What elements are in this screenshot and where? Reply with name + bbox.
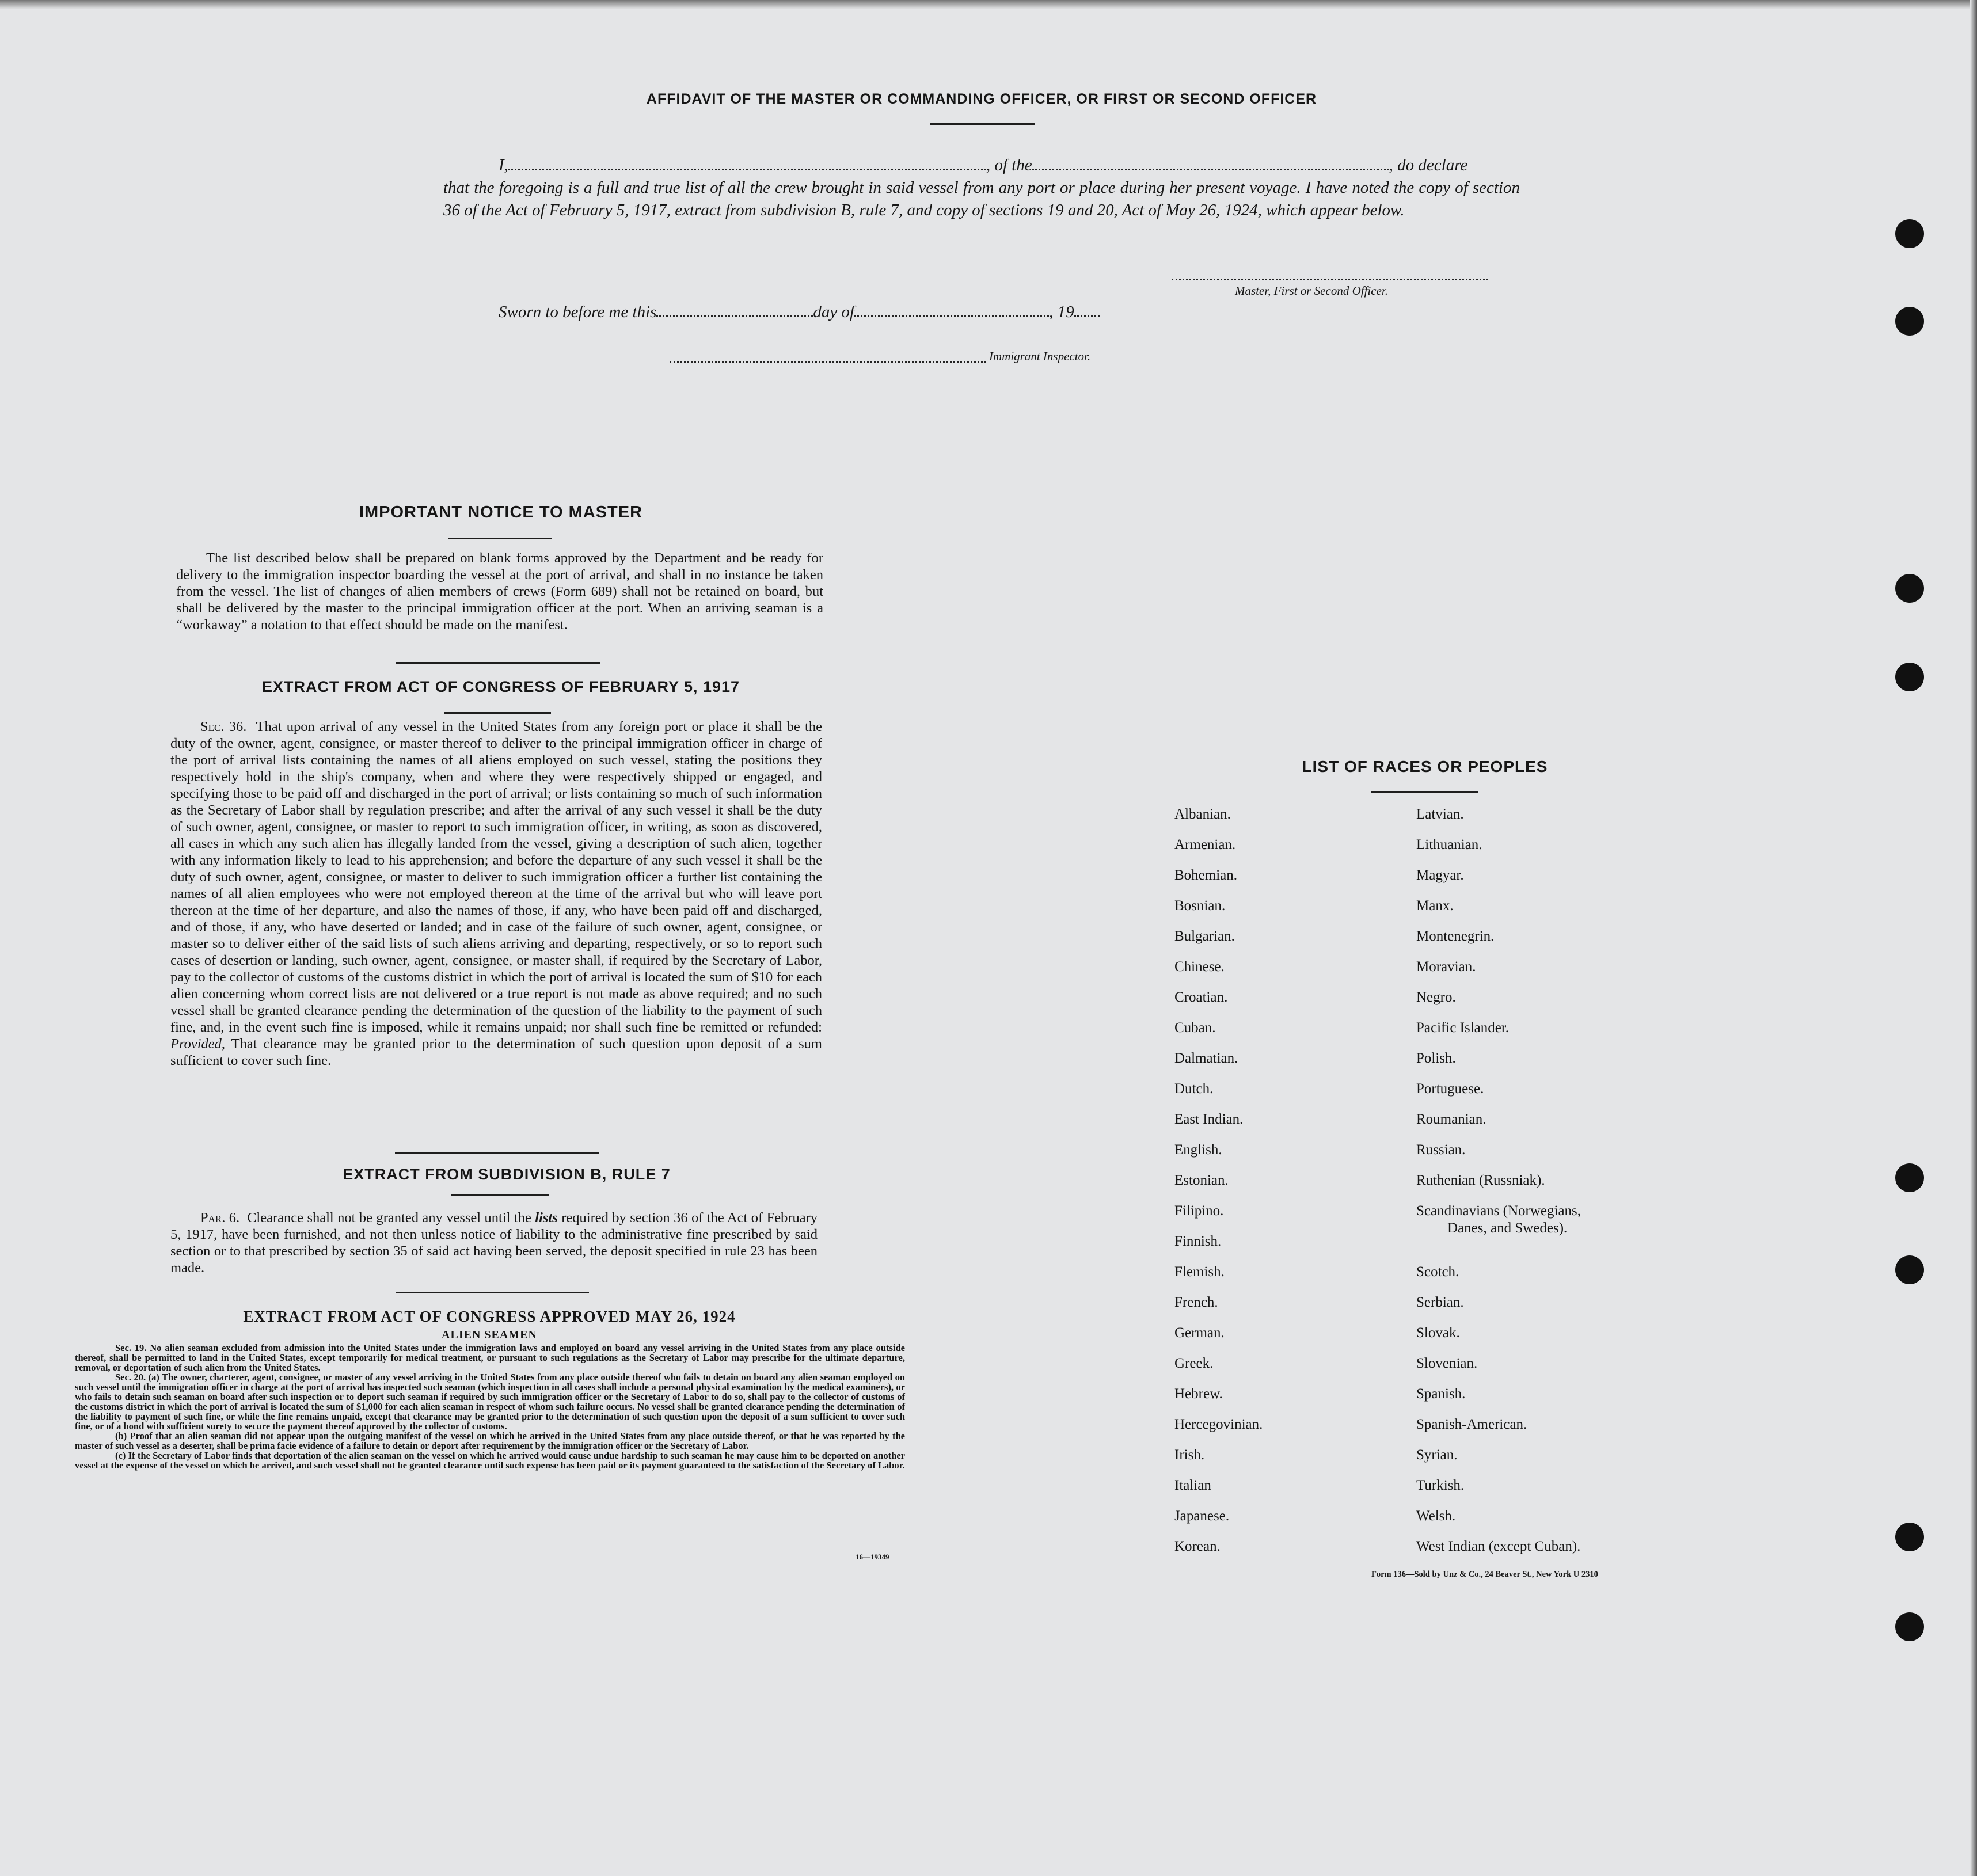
subdivB-title: EXTRACT FROM SUBDIVISION B, RULE 7	[343, 1166, 671, 1183]
sec20a-text: Sec. 20. (a) The owner, charterer, agent, consignee, or master of any vessel arriving in the United States from any place outside thereof who fails to detain on board any alien seaman employed on such vessel until the immigration officer in charge at the port of arrival has inspected such seaman (which inspection in all cases shall include a personal physical examination by the medical examiners), or who fails to detain such seaman on board after such inspection or to deport such seaman if required by such immigration officer or the Secretary of Labor to do so, shall pay to the collector of customs of the customs district in which the port of arrival is located the sum of $1,000 for each alien seaman in respect of whom such failure occurs. No vessel shall be granted clearance pending the determination of the liability to payment of such fine, or while the fine remains unpaid, except that clearance may be granted prior to the determination of such question upon the deposit of a sum sufficient to cover such fine, or of a bond with sufficient surety to secure the payment thereof approved by the collector of customs.	[75, 1372, 905, 1432]
sec36-text: That upon arrival of any vessel in the United States from any foreign port or place it shall be the duty of the owner, agent, consignee, or master thereof to deliver to the principal immigration officer in charge of the port of arrival lists containing the names of all aliens employed on such vessel, stating the positions they respectively hold in the ship's company, when and where they were respectively shipped or engaged, and specifying those to be paid off and discharged in the port of arrival; or lists containing so much of such information as the Secretary of Labor shall by regulation prescribe; and after the arrival of any such vessel it shall be the duty of such owner, agent, consignee, or master to report to such immigration officer, in writing, as soon as discovered, all cases in which any such alien has illegally landed from the vessel, giving a description of such alien, together with any information likely to lead to his apprehension; and before the departure of any such vessel it shall be the duty of such owner, agent, consignee, or master to deliver to such immigration officer a further list containing the names of all alien employees who were not employed thereon at the time of the arrival but who will leave port thereon at the time of her departure, and also the names of those, if any, who have been paid off and discharged, and of those, if any, who have deserted or landed; and in case of the failure of such owner, agent, consignee, or master so to deliver either of the said lists of such aliens arriving and departing, respectively, or so to report such cases of desertion or landing, such owner, agent, consignee, or master shall, if required by the Secretary of Labor, pay to the collector of customs of the customs district in which the port of arrival is located the sum of $10 for each alien concerning whom correct lists are not delivered or a true report is not made as above required; and no such vessel shall be granted clearance pending the determination of the question of the liability to the payment of such fine, and, in the event such fine is imposed, while it remains unpaid; nor shall such fine be remitted or refunded:	[170, 719, 822, 1035]
race-item: Moravian.	[1416, 959, 1476, 975]
race-item: Irish.	[1174, 1447, 1205, 1463]
sworn-year-field[interactable]	[1074, 303, 1100, 317]
race-item: Japanese.	[1174, 1508, 1230, 1524]
race-item: Dutch.	[1174, 1081, 1214, 1097]
title-rule	[930, 123, 1035, 125]
affidavit-line-mid: , of the	[986, 156, 1032, 174]
affidavit-first-line	[443, 154, 1520, 177]
race-item: Hercegovinian.	[1174, 1417, 1263, 1432]
race-item: Hebrew.	[1174, 1386, 1223, 1402]
race-item: Bosnian.	[1174, 898, 1226, 914]
par6-label: Par. 6.	[200, 1210, 240, 1226]
notice-title: IMPORTANT NOTICE TO MASTER	[359, 503, 643, 522]
sec20b-text: (b) Proof that an alien seaman did not appear upon the outgoing manifest of the vessel on which he arrived in the United States from any place outside thereof, or that he was reported by the master of such vessel as a deserter, shall be prima facie evidence of a failure to detain or deport after requirement by the immigration officer or the Secretary of Labor.	[75, 1430, 905, 1451]
race-item: Filipino.	[1174, 1203, 1224, 1219]
sec20c-text: (c) If the Secretary of Labor finds that deportation of the alien seaman on the vessel on which he arrived would cause undue hardship to such seaman he may cause him to be deported on another vessel at the expense of the vessel on which he arrived, and such vessel shall not be granted clearance until such expense has been paid or its payment guaranteed to the satisfaction of the Secretary of Labor.	[75, 1450, 905, 1471]
race-item: Manx.	[1416, 898, 1454, 914]
section-divider	[396, 662, 600, 664]
punch-hole	[1895, 574, 1924, 603]
race-item: Polish.	[1416, 1051, 1456, 1066]
inspector-signature-line[interactable]	[670, 361, 986, 363]
race-item: Chinese.	[1174, 959, 1225, 975]
act1917-text	[170, 718, 822, 1069]
punch-hole	[1895, 1163, 1924, 1192]
race-item: Portuguese.	[1416, 1081, 1484, 1097]
master-signature-line[interactable]	[1172, 279, 1488, 280]
sworn-date-field[interactable]	[656, 303, 813, 317]
section-divider	[396, 1292, 589, 1293]
race-item: English.	[1174, 1142, 1222, 1158]
race-item: Ruthenian (Russniak).	[1416, 1173, 1545, 1188]
race-item: Syrian.	[1416, 1447, 1458, 1463]
race-item: East Indian.	[1174, 1112, 1244, 1127]
race-item: Italian	[1174, 1478, 1211, 1493]
race-item: Bohemian.	[1174, 867, 1238, 883]
race-item: Estonian.	[1174, 1173, 1229, 1188]
race-item: Lithuanian.	[1416, 837, 1482, 853]
section-divider	[395, 1152, 599, 1154]
act1924-title: EXTRACT FROM ACT OF CONGRESS APPROVED MAY 26, 1924	[243, 1308, 736, 1325]
vessel-field[interactable]	[1032, 156, 1389, 170]
race-item: Slovenian.	[1416, 1356, 1478, 1371]
race-item: Turkish.	[1416, 1478, 1465, 1493]
act1924-subtitle: ALIEN SEAMEN	[442, 1329, 537, 1341]
par6-text-end: required by section 36 of the Act of February 5, 1917, have been furnished, and not then unless notice of liability to the administrative fine prescribed by said section or to that prescribed by section 35 of said act having been served, the deposit specified in rule 23 has been made.	[170, 1210, 818, 1276]
punch-hole	[1895, 307, 1924, 336]
affidavit-body: that the foregoing is a full and true list of all the crew brought in said vessel from any port or place during her present voyage. I have noted the copy of section 36 of the Act of February 5, 1917, extract from subdivision B, rule 7, and copy of sections 19 and 20, Act of May 26, 1924, which appear below.	[443, 178, 1520, 219]
race-item: Armenian.	[1174, 837, 1236, 853]
act1924-text	[75, 1343, 905, 1470]
race-item: Bulgarian.	[1174, 929, 1235, 944]
race-item: Negro.	[1416, 990, 1456, 1005]
punch-hole	[1895, 1612, 1924, 1641]
act1917-title: EXTRACT FROM ACT OF CONGRESS OF FEBRUARY 5, 1917	[261, 678, 740, 695]
provided-word: Provided,	[170, 1036, 226, 1052]
sworn-day: day of	[813, 303, 855, 321]
affidavit-line-start: I,	[499, 156, 508, 174]
sworn-year: , 19	[1049, 303, 1074, 321]
par6-text: Clearance shall not be granted any vessel until the	[247, 1210, 531, 1226]
notice-body: The list described below shall be prepared on blank forms approved by the Department and be ready for delivery to the immigration inspector boarding the vessel at the port of arrival, and shall in no instance be taken from the vessel. The list of changes of alien members of crews (Form 689) shall not be retained on board, but shall be delivered by the master to the principal immigration officer at the port. When an arriving seaman is a “workaway” a notation to that effect should be made on the manifest.	[176, 550, 823, 633]
name-field[interactable]	[508, 156, 986, 170]
race-item: Spanish-American.	[1416, 1417, 1527, 1432]
race-item: Croatian.	[1174, 990, 1228, 1005]
race-item: Pacific Islander.	[1416, 1020, 1510, 1036]
sworn-line	[499, 303, 1100, 322]
footer-imprint: Form 136—Sold by Unz & Co., 24 Beaver St., New York U 2310	[1371, 1570, 1598, 1579]
race-item: Greek.	[1174, 1356, 1214, 1371]
notice-text	[176, 550, 823, 633]
race-item: Spanish.	[1416, 1386, 1466, 1402]
affidavit-line-end: , do declare	[1389, 156, 1468, 174]
race-item: Cuban.	[1174, 1020, 1216, 1036]
punch-hole	[1895, 1255, 1924, 1284]
race-item: German.	[1174, 1325, 1225, 1341]
punch-hole	[1895, 219, 1924, 248]
race-item: Scandinavians (Norwegians,	[1416, 1203, 1581, 1219]
race-item: Albanian.	[1174, 806, 1231, 822]
scan-top-edge	[0, 0, 1977, 9]
form-number: 16—19349	[856, 1552, 889, 1561]
master-signature-label: Master, First or Second Officer.	[1235, 284, 1388, 298]
affidavit-title: AFFIDAVIT OF THE MASTER OR COMMANDING OFFICER, OR FIRST OR SECOND OFFICER	[646, 91, 1317, 107]
notice-rule	[448, 538, 552, 539]
race-item: Flemish.	[1174, 1264, 1225, 1280]
act1917-rule	[444, 712, 551, 714]
race-item: Serbian.	[1416, 1295, 1464, 1310]
race-item: Danes, and Swedes).	[1447, 1220, 1568, 1236]
sec36-label: Sec. 36.	[200, 719, 247, 735]
affidavit-text	[443, 154, 1520, 222]
races-rule	[1371, 791, 1478, 793]
race-item: Korean.	[1174, 1539, 1221, 1554]
race-item: Roumanian.	[1416, 1112, 1486, 1127]
subdivB-rule	[451, 1194, 549, 1196]
punch-hole	[1895, 1523, 1924, 1551]
race-item: Slovak.	[1416, 1325, 1460, 1341]
races-title: LIST OF RACES OR PEOPLES	[1302, 758, 1548, 775]
race-item: Montenegrin.	[1416, 929, 1495, 944]
sec36-text-end: That clearance may be granted prior to the determination of such question upon deposit of a sum sufficient to cover such fine.	[170, 1036, 822, 1068]
race-item: Scotch.	[1416, 1264, 1459, 1280]
sworn-month-field[interactable]	[854, 303, 1049, 317]
sec19-text: Sec. 19. No alien seaman excluded from admission into the United States under the immigration laws and employed on board any vessel arriving in the United States from any place outside thereof, shall be permitted to land in the United States, except temporarily for medical treatment, or pursuant to such regulations as the Secretary of Labor may prescribe for the ultimate departure, removal, or deportation of such alien from the United States.	[75, 1342, 905, 1373]
race-item: Finnish.	[1174, 1234, 1222, 1249]
scan-right-edge	[1970, 0, 1977, 1876]
race-item: Welsh.	[1416, 1508, 1456, 1524]
race-item: Magyar.	[1416, 867, 1464, 883]
race-item: Latvian.	[1416, 806, 1464, 822]
race-item: Dalmatian.	[1174, 1051, 1238, 1066]
sworn-start: Sworn to before me this	[499, 303, 657, 321]
race-item: Russian.	[1416, 1142, 1466, 1158]
inspector-signature-label: Immigrant Inspector.	[989, 349, 1091, 363]
lists-word: lists	[535, 1210, 558, 1226]
subdivB-text	[170, 1209, 818, 1276]
race-item: West Indian (except Cuban).	[1416, 1539, 1581, 1554]
punch-hole	[1895, 663, 1924, 691]
race-item: French.	[1174, 1295, 1218, 1310]
